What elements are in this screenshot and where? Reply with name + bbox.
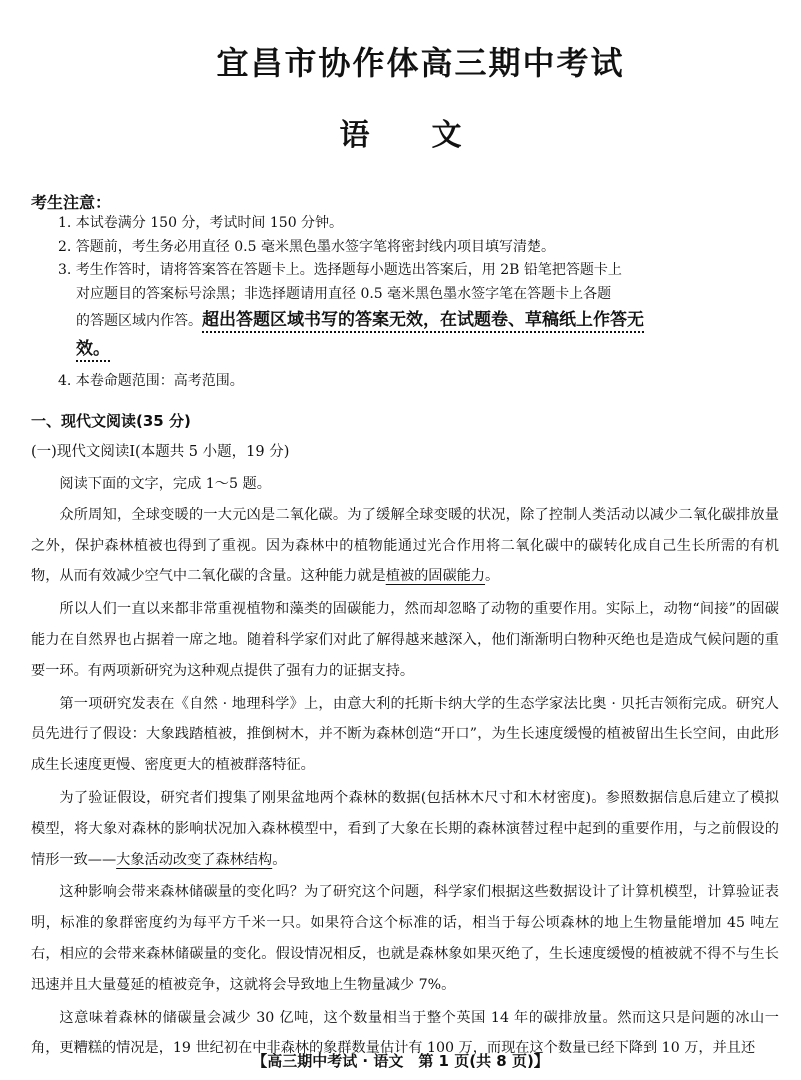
paragraph-1-text: 众所周知，全球变暖的一大元凶是二氧化碳。为了缓解全球变暖的状况，除了控制人类活动以减少二氧化碳排放量之外，保护森林植被也得到了重视。因为森林中的植物能通过光合作用将二氧化碳中的碳转化成自己生长所需的有机物，从而有效减少空气中二氧化碳的含量。这种能力就是 xyxy=(31,506,779,585)
notice-emphasis: 超出答题区域书写的答案无效，在试题卷、草稿纸上作答无效。 xyxy=(76,310,644,359)
passage-paragraph-5: 这种影响会带来森林储碳量的变化吗？为了研究这个问题，科学家们根据这些数据设计了计算机模型，计算验证表明，标准的象群密度约为每平方千米一只。如果符合这个标准的话，相当于每公顷森林的地上生物量能增加 45 吨左右，相应的会带来森林储碳量的变化。假设情况相反，也就是森林象如果灭绝了，生长速度缓慢的植被就不得不与生长迅速并且大量蔓延的植被竞争，这就将会导致地上生物量减少 7%。 xyxy=(31,884,779,993)
notice-item-3-line-3 xyxy=(58,306,658,364)
exam-title: 宜昌市协作体高三期中考试 xyxy=(216,44,625,82)
paragraph-4-end: 。 xyxy=(272,851,287,868)
subject-title: 语文 xyxy=(339,118,524,153)
notice-item-3-prefix: 的答题区域内作答。 xyxy=(76,313,202,329)
paragraph-4-underlined: 大象活动改变了森林结构 xyxy=(116,851,273,868)
section-heading: 一、现代文阅读(35 分) xyxy=(31,412,191,430)
page-footer: 【高三期中考试 · 语文 第 1 页(共 8 页)】 xyxy=(252,1052,549,1070)
passage-paragraph-4 xyxy=(31,783,779,875)
notice-item-2: 2. 答题前，考生务必用直径 0.5 毫米黑色墨水签字笔将密封线内项目填写清楚。 xyxy=(58,238,555,255)
notice-item-3-line-2: 对应题目的答案标号涂黑；非选择题请用直径 0.5 毫米黑色墨水签字笔在答题卡上各题 xyxy=(76,285,612,302)
passage-paragraph-1 xyxy=(31,500,779,592)
notice-list xyxy=(58,212,658,394)
notice-item-1: 1. 本试卷满分 150 分，考试时间 150 分钟。 xyxy=(58,215,344,231)
notice-item-3-line-1: 3. 考生作答时，请将答案答在答题卡上。选择题每小题选出答案后，用 2B 铅笔把答题卡上 xyxy=(58,262,622,278)
paragraph-1-end: 。 xyxy=(485,568,500,585)
reading-passage xyxy=(31,469,779,1066)
passage-paragraph-2: 所以人们一直以来都非常重视植物和藻类的固碳能力，然而却忽略了动物的重要作用。实际上，动物“间接”的固碳能力在自然界也占据着一席之地。随着科学家们对此了解得越来越深入，他们渐渐明白物种灭绝也是造成气候问题的重要一环。有两项新研究为这种观点提供了强有力的证据支持。 xyxy=(31,601,779,679)
paragraph-1-underlined: 植被的固碳能力 xyxy=(385,568,486,585)
notice-item-4: 4. 本卷命题范围：高考范围。 xyxy=(58,373,244,389)
reading-instruction: 阅读下面的文字，完成 1～5 题。 xyxy=(59,476,271,492)
notice-item-3 xyxy=(58,259,658,364)
section-subheading: (一)现代文阅读Ⅰ(本题共 5 小题，19 分) xyxy=(31,444,290,460)
passage-paragraph-3: 第一项研究发表在《自然 · 地理科学》上，由意大利的托斯卡纳大学的生态学家法比奥 · 贝托吉领衔完成。研究人员先进行了假设：大象践踏植被，推倒树木，并不断为森林创造“开口”，为生长速度缓慢的植被留出生长空间，由此形成生长速度更慢、密度更大的植被群落特征。 xyxy=(31,695,779,774)
passage-paragraph-6: 这意味着森林的储碳量会减少 30 亿吨，这个数量相当于整个英国 14 年的碳排放量。然而这只是问题的冰山一角，更糟糕的情况是，19 世纪初在中非森林的象群数量估计有 100 万，而现在这个数量已经下降到 10 万，并且还 xyxy=(31,1009,779,1057)
notice-heading: 考生注意： xyxy=(31,193,112,212)
paragraph-4-text: 为了验证假设，研究者们搜集了刚果盆地两个森林的数据(包括林木尺寸和木材密度)。参照数据信息后建立了模拟模型，将大象对森林的影响状况加入森林模型中，看到了大象在长期的森林演替过程中起到的重要作用，与之前假设的情形一致—— xyxy=(31,789,779,868)
